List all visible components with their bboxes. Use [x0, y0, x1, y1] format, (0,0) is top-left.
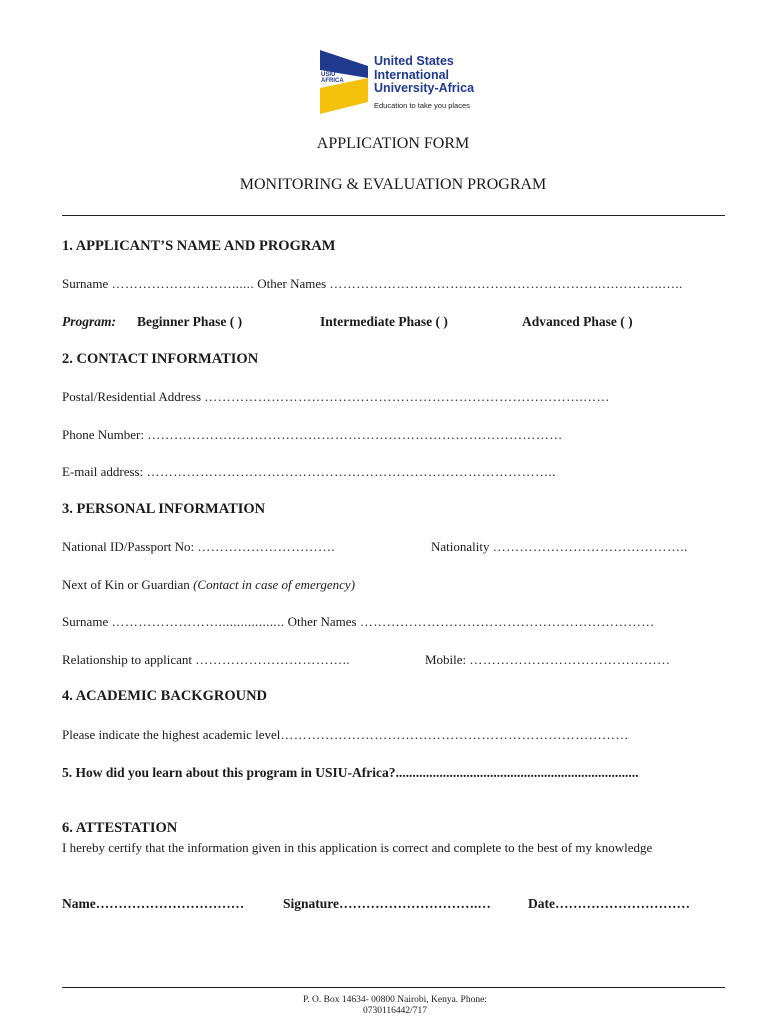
- email-label: E-mail address:: [62, 464, 144, 479]
- logo-emblem-text: USIU AFRICA: [321, 72, 344, 84]
- mobile-field[interactable]: ………………………………………: [469, 652, 671, 667]
- kin-surname-row: [62, 614, 655, 630]
- section-6-heading: 6. ATTESTATION: [62, 820, 178, 836]
- mobile-label: Mobile:: [425, 652, 467, 667]
- section-5-question: 5. How did you learn about this program in USIU-Africa?: [62, 765, 396, 780]
- phone-row: [62, 427, 563, 443]
- date-label: Date: [528, 896, 555, 911]
- academic-level-row: [62, 727, 629, 743]
- footer-address: [0, 995, 768, 1017]
- surname-field[interactable]: ………………………......: [111, 276, 254, 291]
- nationality-field[interactable]: ……………………………………..: [492, 539, 688, 554]
- advanced-phase-checkbox[interactable]: Advanced Phase ( ): [522, 314, 633, 329]
- next-of-kin-note: (Contact in case of emergency): [193, 577, 356, 592]
- other-names-label: Other Names: [257, 276, 327, 291]
- signature-label: Signature: [283, 896, 340, 911]
- referral-source-field[interactable]: ........................................................................: [395, 765, 639, 780]
- attestation-name-field[interactable]: ……………………………: [95, 896, 245, 911]
- academic-level-label: Please indicate the highest academic level: [62, 727, 281, 742]
- logo-tagline: Education to take you places: [374, 101, 470, 110]
- address-label: Postal/Residential Address: [62, 389, 202, 404]
- date-field[interactable]: …………………………: [555, 896, 690, 911]
- next-of-kin-row: [62, 577, 355, 593]
- nationality-row: [431, 539, 688, 555]
- relationship-row: [62, 652, 350, 668]
- academic-level-field[interactable]: ……………………………………………………………………: [280, 727, 629, 742]
- relationship-label: Relationship to applicant: [62, 652, 192, 667]
- email-row: [62, 464, 556, 480]
- surname-label: Surname: [62, 276, 109, 291]
- intermediate-phase-checkbox[interactable]: Intermediate Phase ( ): [320, 314, 448, 329]
- national-id-row: [62, 539, 335, 555]
- signature-field[interactable]: ………………………….…: [339, 896, 491, 911]
- section-4-heading: 4. ACADEMIC BACKGROUND: [62, 688, 268, 704]
- logo-name-line-2: International: [374, 67, 450, 82]
- relationship-field[interactable]: ……………………………..: [195, 652, 350, 667]
- kin-other-names-label: Other Names: [287, 614, 357, 629]
- applicant-surname-row: [62, 276, 683, 292]
- national-id-field[interactable]: ………………………….: [197, 539, 336, 554]
- logo-name-line-1: United States: [374, 54, 454, 68]
- attestation-name-label: Name: [62, 896, 96, 911]
- next-of-kin-label: Next of Kin or Guardian: [62, 577, 190, 592]
- signature-row: [283, 896, 491, 912]
- nationality-label: Nationality: [431, 539, 490, 554]
- logo-name-line-3: University-Africa: [374, 81, 475, 95]
- beginner-phase-checkbox[interactable]: Beginner Phase ( ): [137, 314, 243, 329]
- address-field[interactable]: ………………………………………………………………………….……: [204, 389, 610, 404]
- date-row: [528, 896, 690, 912]
- logo-name: [374, 55, 474, 96]
- header-divider: [62, 215, 725, 216]
- footer-line-2: 0730116442/717: [362, 1006, 428, 1016]
- phone-field[interactable]: …………………………………………………………………………………: [147, 427, 563, 442]
- address-row: [62, 389, 610, 405]
- mobile-row: [425, 652, 670, 668]
- section-2-heading: 2. CONTACT INFORMATION: [62, 351, 259, 367]
- form-subtitle: MONITORING & EVALUATION PROGRAM: [239, 176, 547, 193]
- section-3-heading: 3. PERSONAL INFORMATION: [62, 501, 266, 517]
- kin-surname-field[interactable]: ……………………..................: [111, 614, 285, 629]
- email-field[interactable]: ………………………………………………………………………………..: [146, 464, 556, 479]
- section-5-row: [62, 765, 639, 781]
- attestation-statement: I hereby certify that the information given in this application is correct and complete to the best of my knowledge: [62, 840, 653, 855]
- national-id-label: National ID/Passport No:: [62, 539, 195, 554]
- kin-surname-label: Surname: [62, 614, 109, 629]
- form-title: APPLICATION FORM: [316, 135, 470, 152]
- footer-divider: [62, 987, 725, 988]
- attestation-name-row: [62, 896, 244, 912]
- kin-other-names-field[interactable]: …………………………………………………………: [359, 614, 655, 629]
- footer-line-1: P. O. Box 14634- 00800 Nairobi, Kenya. Phone:: [303, 995, 487, 1005]
- section-1-heading: 1. APPLICANT’S NAME AND PROGRAM: [62, 238, 336, 254]
- phone-label: Phone Number:: [62, 427, 144, 442]
- other-names-field[interactable]: ……………………………………………………….………..…..: [329, 276, 683, 291]
- program-label: Program:: [62, 314, 116, 329]
